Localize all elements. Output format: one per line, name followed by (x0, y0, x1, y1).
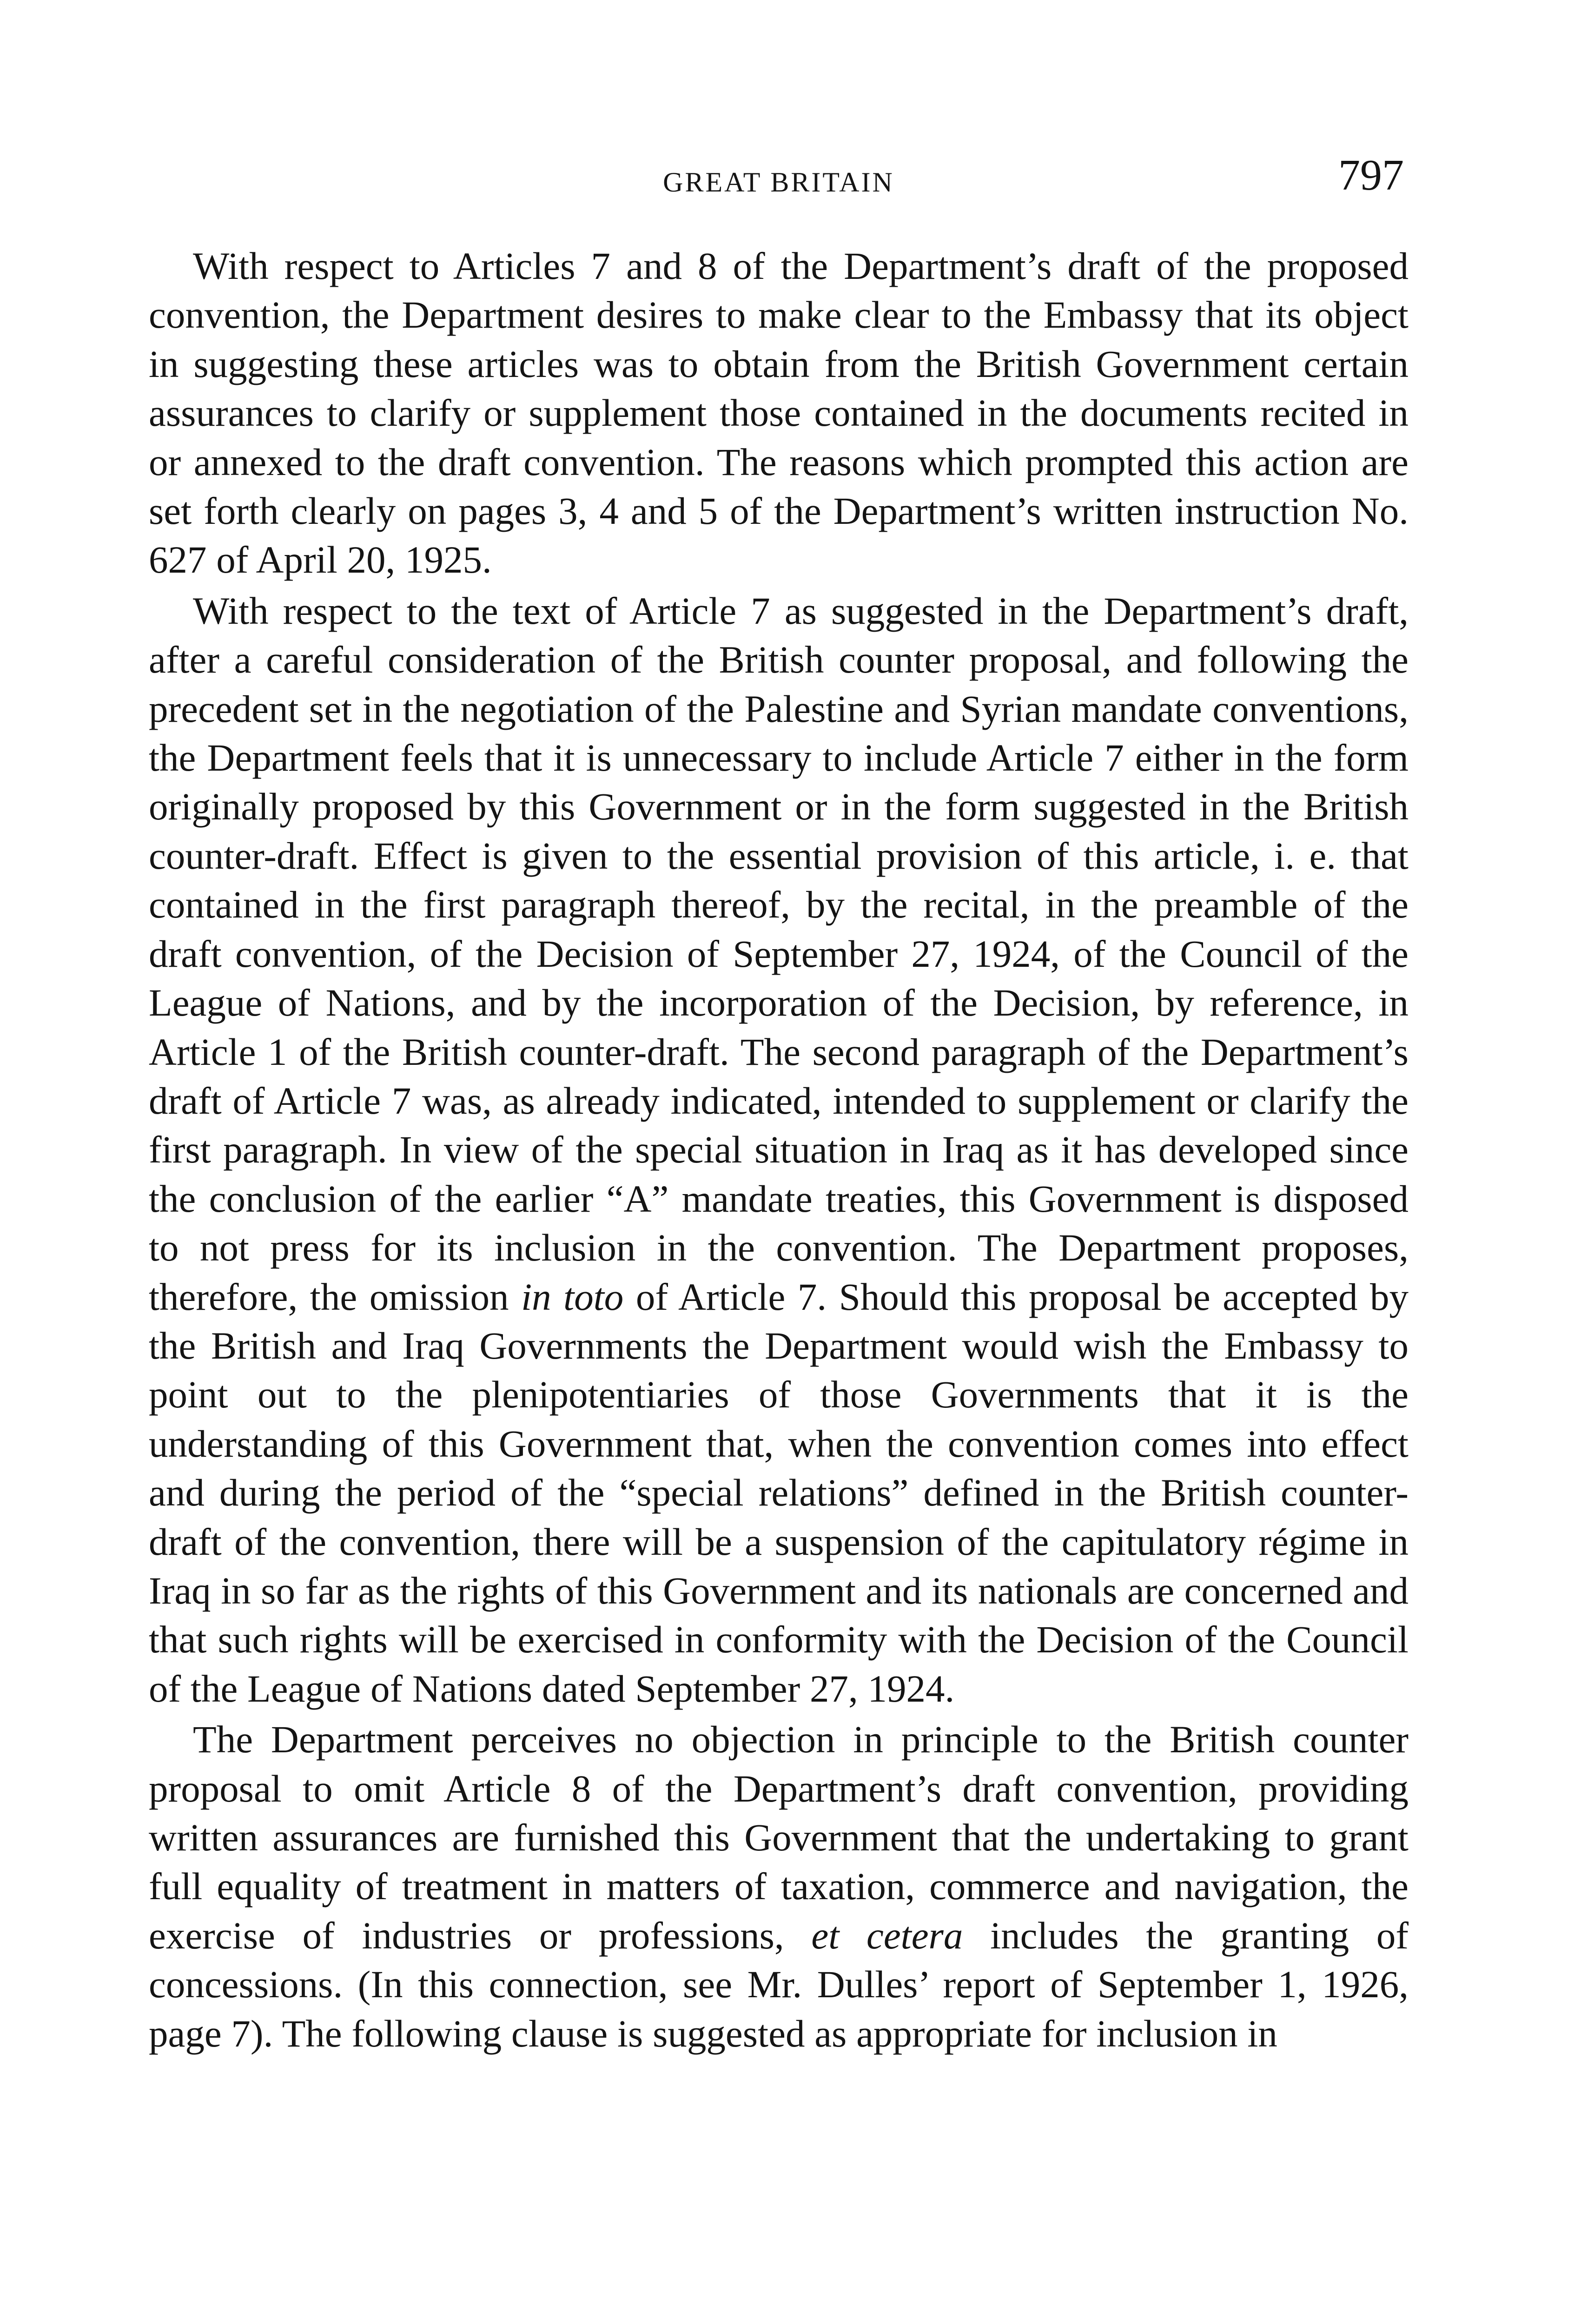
body-text (149, 242, 1409, 2058)
paragraph-3-text-b: includes the granting of concessions. (In this connection, see Mr. Dulles’ report of September 1, 1926, page 7). The following clause is suggested as appropriate for inclusion in (149, 1914, 1409, 2055)
page-number: 797 (1338, 151, 1404, 199)
paragraph-2-italic: in toto (521, 1275, 624, 1318)
paragraph-2 (149, 587, 1409, 1713)
running-head (149, 153, 1409, 214)
paragraph-2-text-a: With respect to the text of Article 7 as suggested in the Department’s draft, after a careful consideration of the British counter proposal, and following the precedent set in the negotiation of the Palestine and Syrian mandate conventions, the Department feels that it is unnecessary to include Article 7 either in the form originally proposed by this Government or in the form suggested in the British counter-draft. Effect is given to the essential provision of this article, i. e. that contained in the first paragraph thereof, by the recital, in the preamble of the draft convention, of the Decision of September 27, 1924, of the Council of the League of Nations, and by the incorporation of the Decision, by reference, in Article 1 of the British counter-draft. The second paragraph of the Department’s draft of Article 7 was, as already indicated, intended to supplement or clarify the first paragraph. In view of the special situation in Iraq as it has developed since the conclusion of the earlier “A” mandate treaties, this Government is disposed to not press for its inclusion in the convention. The Department proposes, therefore, the omission (149, 589, 1409, 1318)
paragraph-3-italic: et cetera (811, 1914, 963, 1957)
paragraph-3 (149, 1715, 1409, 2058)
paragraph-1 (149, 242, 1409, 585)
running-title: GREAT BRITAIN (663, 167, 894, 198)
paragraph-1-text: With respect to Articles 7 and 8 of the Department’s draft of the proposed convention, the Department desires to make clear to the Embassy that its object in suggesting these articles was to obtain from the British Government certain assurances to clarify or supplement those contained in the documents recited in or annexed to the draft convention. The reasons which prompted this action are set forth clearly on pages 3, 4 and 5 of the Department’s written instruction No. 627 of April 20, 1925. (149, 244, 1409, 581)
paragraph-2-text-b: of Article 7. Should this proposal be accepted by the British and Iraq Governments the Department would wish the Embassy to point out to the plenipotentiaries of those Governments that it is the understanding of this Government that, when the convention comes into effect and during the period of the “special relations” defined in the British counter-draft of the convention, there will be a suspension of the capitulatory régime in Iraq in so far as the rights of this Government and its nationals are concerned and that such rights will be exercised in conformity with the Decision of the Council of the League of Nations dated September 27, 1924. (149, 1275, 1409, 1710)
paragraph-3-text-a: The Department perceives no objection in principle to the British counter proposal to omit Article 8 of the Department’s draft convention, providing written assurances are furnished this Government that the undertaking to grant full equality of treatment in matters of taxation, commerce and navigation, the exercise of industries or professions, (149, 1718, 1409, 1957)
